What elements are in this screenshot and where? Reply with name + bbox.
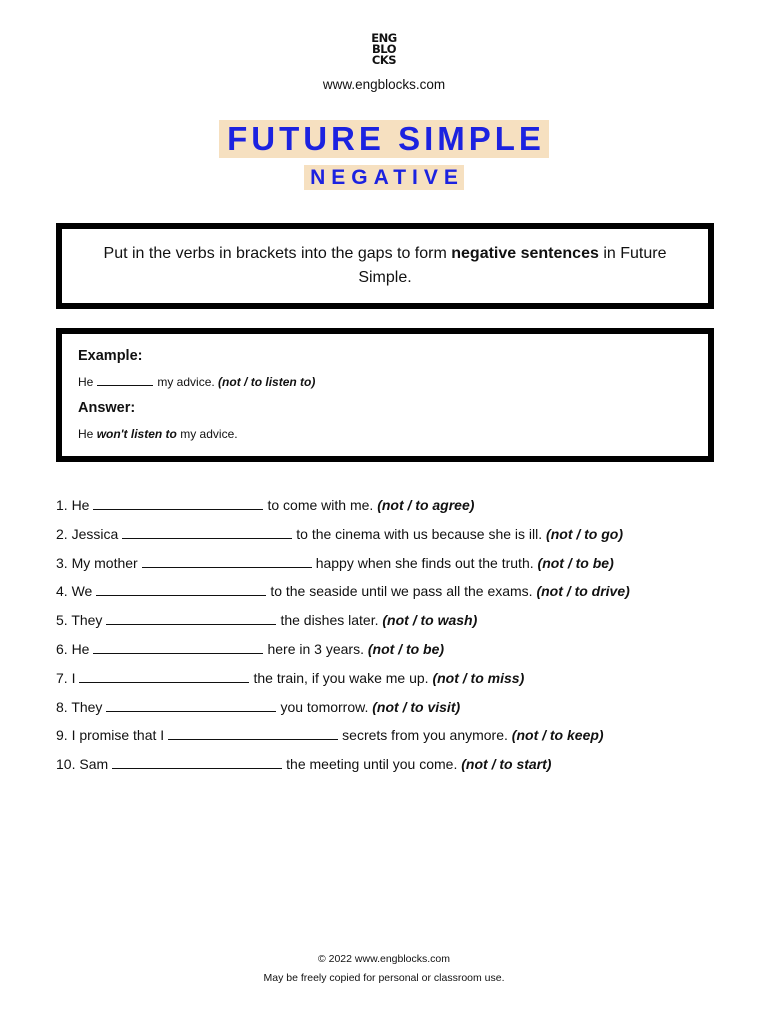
exercise-row <box>56 552 736 581</box>
answer-label: Answer: <box>78 400 136 416</box>
logo-line-2: BLO <box>372 42 396 56</box>
answer-after: my advice. <box>180 427 238 441</box>
exercise-hint: (not / to keep) <box>511 727 604 744</box>
logo-line-3: CKS <box>371 53 397 67</box>
exercise-before: 6. He <box>56 640 90 657</box>
exercise-before: 1. He <box>56 497 90 513</box>
exercise-row <box>56 753 736 782</box>
exercise-after: here in 3 years. <box>267 640 364 657</box>
exercise-after: to come with me. <box>267 497 374 513</box>
exercise-hint: (not / to miss) <box>432 669 525 686</box>
exercise-after: to the cinema with us because she is ill. <box>296 525 543 542</box>
exercise-row <box>56 523 736 552</box>
site-url: www.engblocks.com <box>322 77 446 92</box>
footer-copyright: © 2022 www.engblocks.com <box>317 953 451 965</box>
exercise-row <box>56 609 736 638</box>
instructions-bold: negative sentences <box>451 245 599 262</box>
exercise-row <box>56 724 736 753</box>
answer-blank[interactable] <box>106 697 276 712</box>
exercise-before: 7. I <box>56 669 76 686</box>
answer-blank[interactable] <box>93 639 263 654</box>
answer-blank[interactable] <box>79 668 249 683</box>
answer-blank[interactable] <box>93 495 263 510</box>
answer-sentence <box>78 427 238 441</box>
logo-line-1: ENG <box>371 31 397 45</box>
exercise-before: 2. Jessica <box>56 525 119 542</box>
page-title: FUTURE SIMPLE <box>219 120 549 158</box>
answer-bold: won't listen to <box>96 427 177 441</box>
exercise-hint: (not / to agree) <box>377 497 475 513</box>
exercise-after: happy when she finds out the truth. <box>315 554 534 571</box>
exercise-hint: (not / to be) <box>367 640 445 657</box>
footer-license: May be freely copied for personal or classroom use. <box>263 972 505 984</box>
example-after: my advice. <box>157 375 215 389</box>
exercise-hint: (not / to drive) <box>536 583 630 600</box>
answer-blank[interactable] <box>96 581 266 596</box>
example-hint: (not / to listen to) <box>218 375 316 389</box>
exercise-after: secrets from you anymore. <box>342 727 508 744</box>
exercise-hint: (not / to wash) <box>382 612 478 629</box>
exercise-row <box>56 638 736 667</box>
instructions-before: Put in the verbs in brackets into the gaps to form <box>103 245 452 262</box>
exercise-before: 4. We <box>56 583 93 600</box>
exercise-row <box>56 494 736 523</box>
exercise-after: the dishes later. <box>280 612 379 629</box>
answer-blank[interactable] <box>122 524 292 539</box>
exercise-after: you tomorrow. <box>280 698 369 715</box>
engblocks-logo <box>364 33 404 66</box>
exercise-before: 9. I promise that I <box>56 727 165 744</box>
exercise-hint: (not / to go) <box>546 525 624 542</box>
exercise-before: 10. Sam <box>56 756 109 773</box>
exercise-list <box>56 494 736 782</box>
exercise-row <box>56 580 736 609</box>
exercise-after: the train, if you wake me up. <box>253 669 429 686</box>
exercise-before: 3. My mother <box>56 554 138 571</box>
example-box <box>56 328 714 462</box>
exercise-after: to the seaside until we pass all the exams. <box>270 583 533 600</box>
example-blank <box>97 375 153 386</box>
example-before: He <box>78 375 94 389</box>
exercise-row <box>56 667 736 696</box>
answer-blank[interactable] <box>112 754 282 769</box>
instructions-box <box>56 223 714 309</box>
exercise-before: 8. They <box>56 698 103 715</box>
exercise-after: the meeting until you come. <box>286 756 458 773</box>
example-label: Example: <box>78 348 143 364</box>
exercise-hint: (not / to start) <box>461 756 552 773</box>
instructions-text <box>85 242 685 290</box>
answer-blank[interactable] <box>168 725 338 740</box>
page-subtitle: NEGATIVE <box>304 165 464 190</box>
exercise-hint: (not / to visit) <box>372 698 461 715</box>
exercise-row <box>56 696 736 725</box>
exercise-hint: (not / to be) <box>537 554 614 571</box>
answer-before: He <box>78 427 94 441</box>
example-sentence <box>78 375 315 389</box>
answer-blank[interactable] <box>106 610 276 625</box>
exercise-before: 5. They <box>56 612 103 629</box>
instructions-after: in Future Simple. <box>358 245 667 286</box>
answer-blank[interactable] <box>142 553 312 568</box>
